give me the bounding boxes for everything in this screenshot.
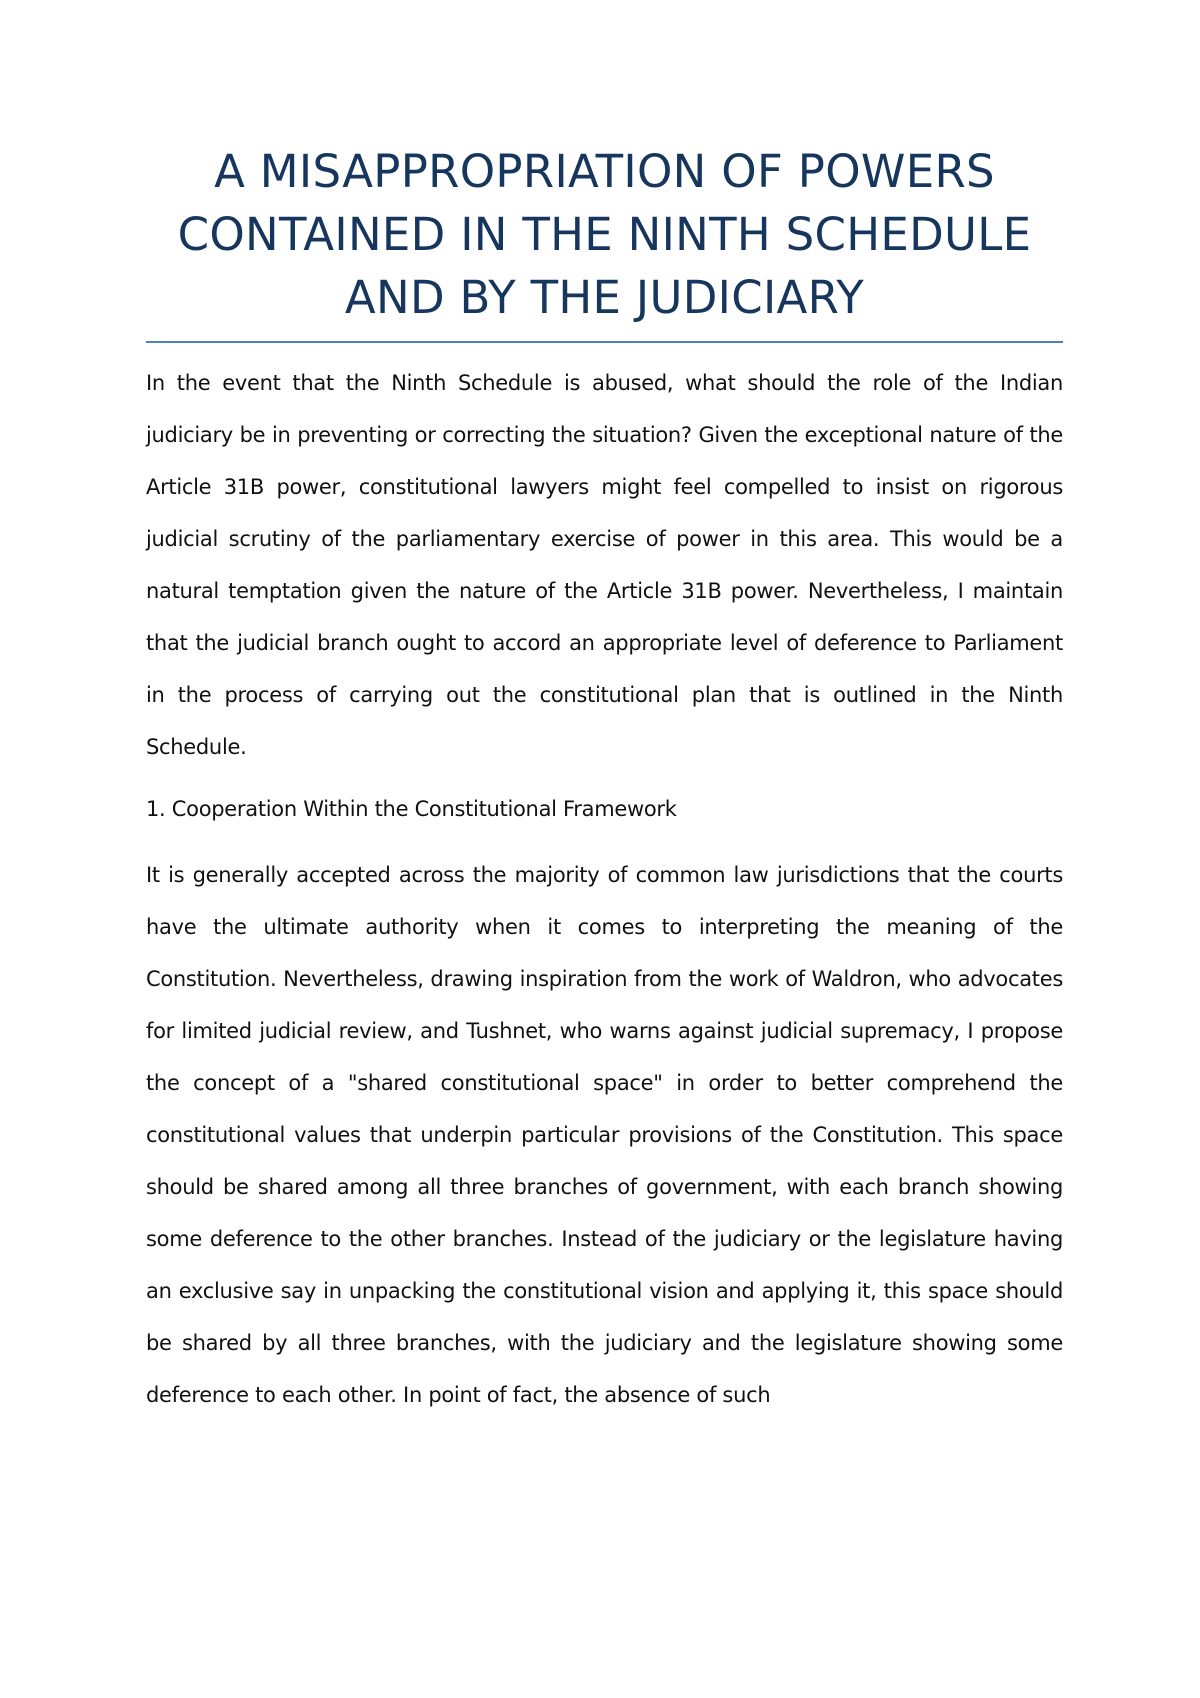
intro-paragraph: In the event that the Ninth Schedule is abused, what should the role of the Indian judiciary be in preventing or correcting the situation? Given the exceptional nature of the Article 31B power, constitutional lawyers might feel compelled to insist on rigorous judicial scrutiny of the parliamentary exercise of power in this area. This would be a natural temptation given the nature of the Article 31B power. Nevertheless, I maintain that the judicial branch ought to accord an appropriate level of deference to Parliament in the process of carrying out the constitutional plan that is outlined in the Ninth Schedule.: [146, 371, 1063, 759]
document-title: A MISAPPROPRIATION OF POWERS CONTAINED IN THE NINTH SCHEDULE AND BY THE JUDICIARY: [177, 145, 1032, 324]
section-paragraph: It is generally accepted across the majority of common law jurisdictions that the courts have the ultimate authority when it comes to interpreting the meaning of the Constitution. Nevertheless, drawing inspiration from the work of Waldron, who advocates for limited judicial review, and Tushnet, who warns against judicial supremacy, I propose the concept of a "shared constitutional space" in order to better comprehend the constitutional values that underpin particular provisions of the Constitution. This space should be shared among all three branches of government, with each branch showing some deference to the other branches. Instead of the judiciary or the legislature having an exclusive say in unpacking the constitutional vision and applying it, this space should be shared by all three branches, with the judiciary and the legislature showing some deference to each other. In point of fact, the absence of such: [146, 863, 1063, 1407]
document-page: [146, 140, 1063, 1421]
section-heading: 1. Cooperation Within the Constitutional Framework: [146, 797, 677, 821]
title-divider: [146, 341, 1063, 343]
